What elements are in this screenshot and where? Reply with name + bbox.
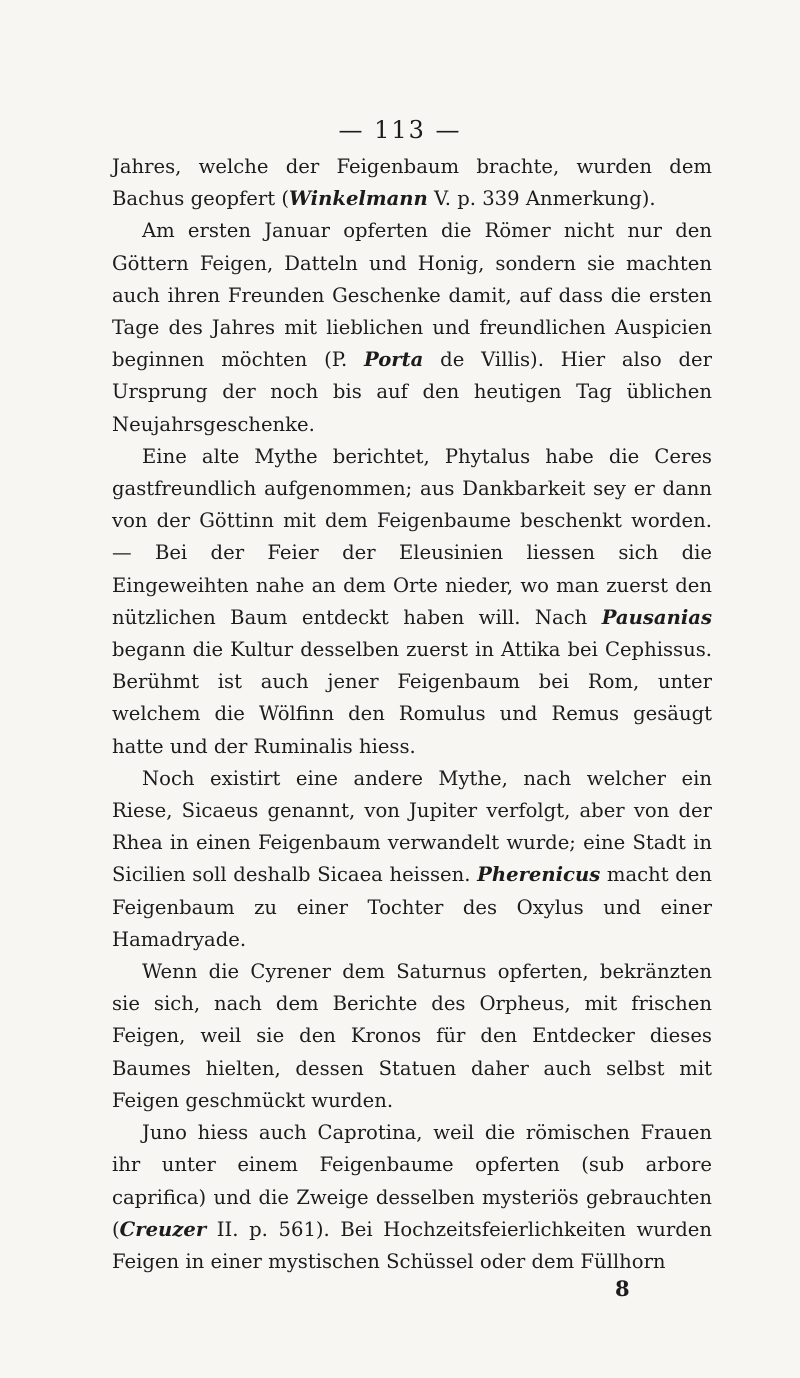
text-run: Juno hiess auch Caprotina, weil die römischen Frauen ihr unter einem Feigenbaume opferten (sub arbore caprifica) und die Zweige desselben mysteriös gebrauchten ( (112, 1121, 712, 1241)
paragraph (112, 215, 712, 440)
cited-author: Pherenicus (477, 863, 601, 887)
body-text (112, 151, 712, 1278)
text-run: Wenn die Cyrener dem Saturnus opferten, bekränzten sie sich, nach dem Berichte des Orpheus, mit frischen Feigen, weil sie den Kronos für den Entdecker dieses Baumes hielten, dessen Statuen daher auch selbst mit Feigen geschmückt wurden. (112, 960, 712, 1112)
text-run: Noch existirt eine andere Mythe, nach welcher ein Riese, Sicaeus genannt, von Jupiter verfolgt, aber von der Rhea in einen Feigenbaum verwandelt wurde; eine Stadt in Sicilien soll deshalb Sicaea heissen. (112, 766, 712, 887)
text-run: V. p. 339 Anmerkung). (427, 187, 656, 211)
paragraph (112, 763, 712, 956)
signature-mark: 8 (615, 1276, 630, 1301)
text-run: de Villis). Hier also der Ursprung der noch bis auf den heutigen Tag üblichen Neujahrsgeschenke. (112, 348, 712, 436)
page-number: — 113 — (338, 116, 462, 144)
text-run: II. p. 561). Bei Hochzeitsfeierlichkeiten wurden Feigen in einer mystischen Schüssel oder dem Füllhorn (112, 1217, 712, 1273)
paragraph (112, 151, 712, 215)
paragraph (112, 1117, 712, 1278)
text-run: begann die Kultur desselben zuerst in Attika bei Cephissus. Berühmt ist auch jener Feigenbaum bei Rom, unter welchem die Wölfinn den Romulus und Remus gesäugt hatte und der Ruminalis hiess. (112, 638, 712, 758)
cited-author: Creuzer (119, 1217, 207, 1241)
cited-author: Winkelmann (289, 187, 428, 211)
text-run: Am ersten Januar opferten die Römer nicht nur den Göttern Feigen, Datteln und Honig, sondern sie machten auch ihren Freunden Geschenke damit, auf dass die ersten Tage des Jahres mit lieblichen und freundlichen Auspicien beginnen möchten (P. (112, 219, 712, 372)
cited-author: Pausanias (601, 605, 712, 629)
text-run: macht den Feigenbaum zu einer Tochter des Oxylus und einer Hamadryade. (112, 863, 712, 951)
cited-author: Porta (364, 348, 424, 372)
text-run: Eine alte Mythe berichtet, Phytalus habe die Ceres gastfreundlich aufgenommen; aus Dankbarkeit sey er dann von der Göttinn mit dem Feigenbaume beschenkt worden. — Bei der Feier der Eleusinien liessen sich die Eingeweihten nahe an dem Orte nieder, wo man zuerst den nützlichen Baum entdeckt haben will. Nach (112, 444, 712, 629)
paragraph (112, 441, 712, 763)
text-run: Jahres, welche der Feigenbaum brachte, wurden dem Bachus geopfert ( (112, 155, 712, 211)
paragraph (112, 956, 712, 1117)
